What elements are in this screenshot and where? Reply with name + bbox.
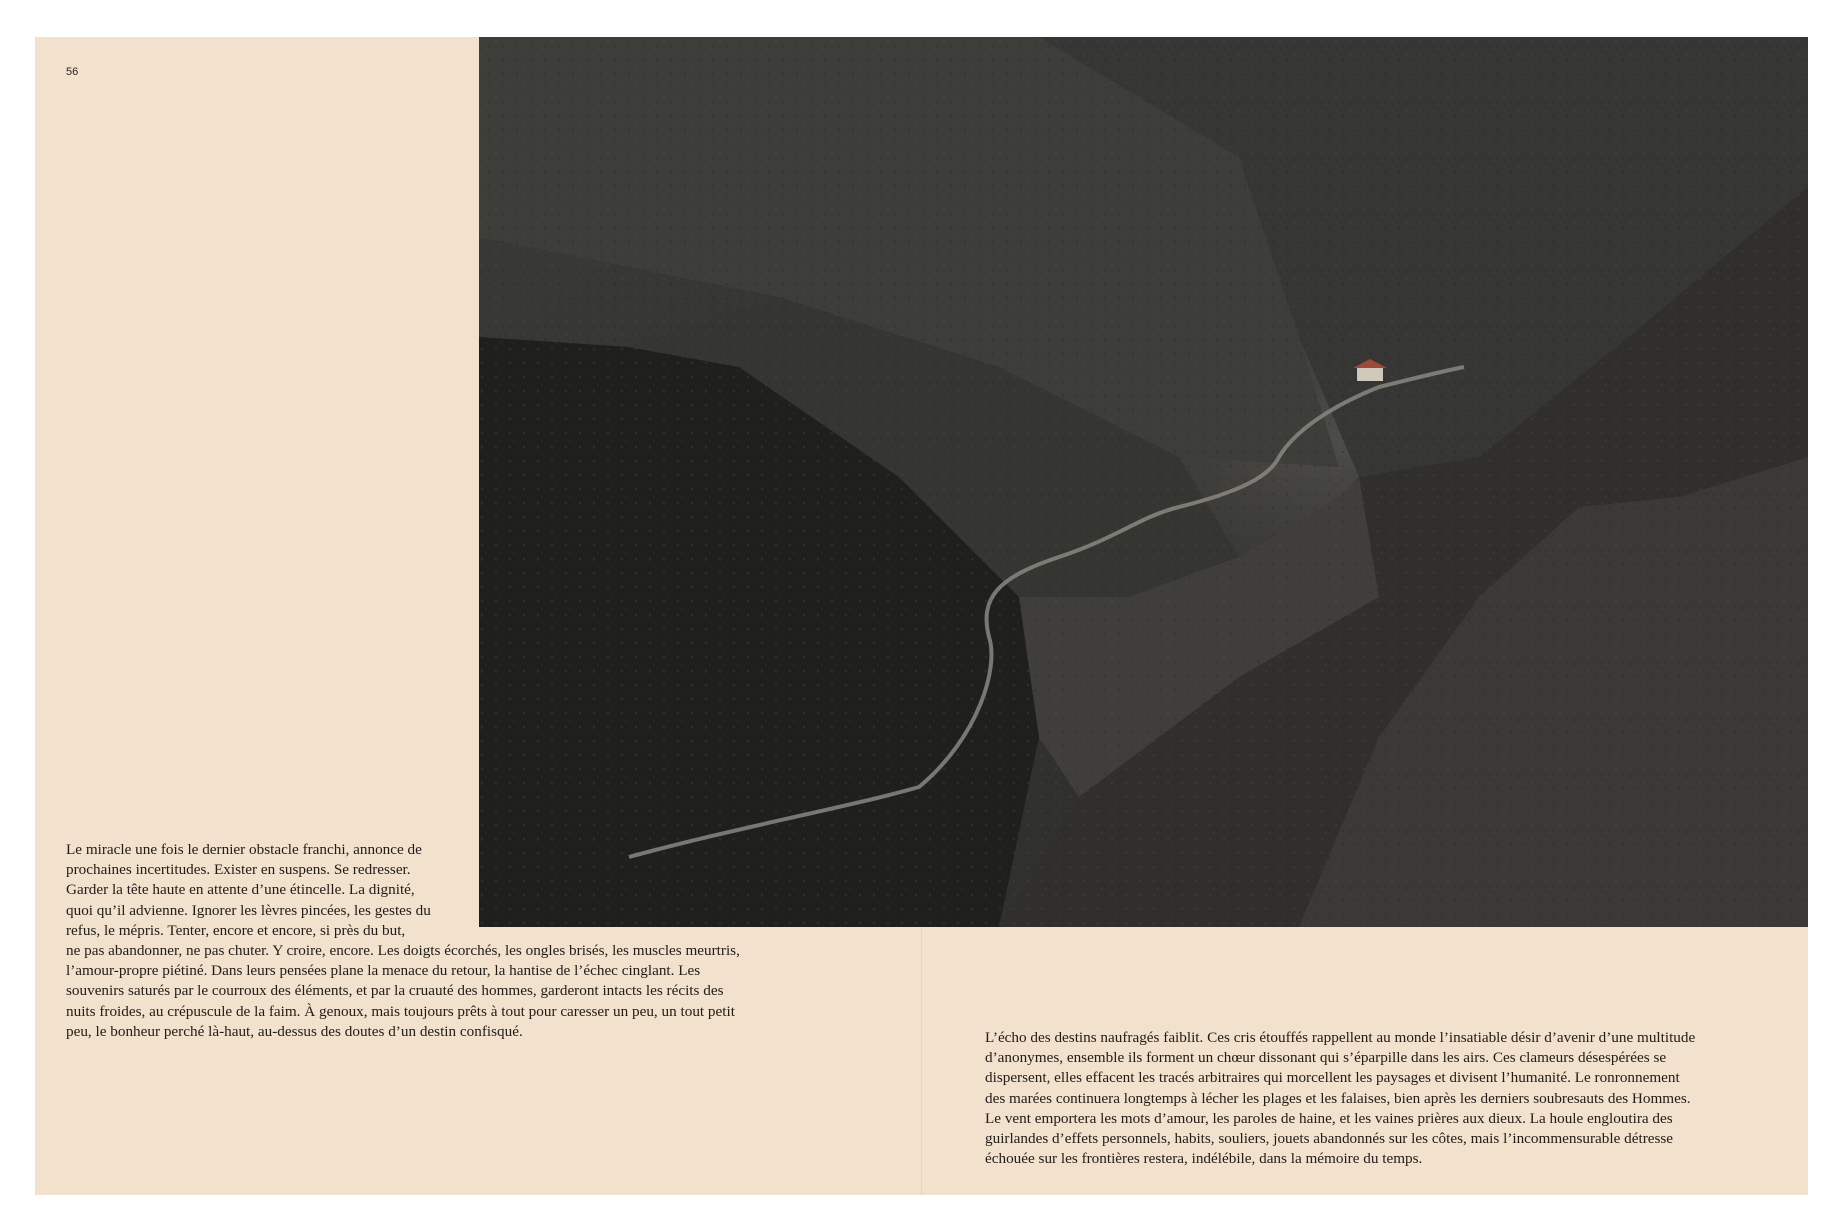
text-line: des marées continuera longtemps à lécher les plages et les falaises, bien après les derniers soubresauts des Hommes. <box>985 1089 1691 1107</box>
text-line: l’amour-propre piétiné. Dans leurs pensées plane la menace du retour, la hantise de l’échec cinglant. Les <box>66 962 701 980</box>
text-line: L’écho des destins naufragés faiblit. Ces cris étouffés rappellent au monde l’insatiable désir d’avenir d’une multitude <box>985 1029 1696 1046</box>
text-line: dispersent, elles effacent les tracés arbitraires qui morcellent les paysages et divisent l’humanité. Le ronronnement <box>985 1069 1680 1087</box>
book-spread <box>35 37 1808 1195</box>
mountain-valley-photo <box>479 37 1808 927</box>
text-line: Le miracle une fois le dernier obstacle franchi, annonce de <box>66 841 422 858</box>
text-line: refus, le mépris. Tenter, encore et encore, si près du but, <box>66 921 406 939</box>
text-line: peu, le bonheur perché là-haut, au-dessus des doutes d’un destin confisqué. <box>66 1022 523 1040</box>
text-line: guirlandes d’effets personnels, habits, souliers, jouets abandonnés sur les côtes, mais l’incommensurable détresse <box>985 1130 1674 1148</box>
text-line: Le vent emportera les mots d’amour, les paroles de haine, et les vaines prières aux dieux. La houle engloutira des <box>985 1109 1673 1127</box>
text-line: échouée sur les frontières restera, indélébile, dans la mémoire du temps. <box>985 1150 1423 1168</box>
text-line: souvenirs saturés par le courroux des éléments, et par la cruauté des hommes, garderont intacts les récits des <box>66 982 724 1000</box>
text-line: d’anonymes, ensemble ils forment un chœur dissonant qui s’éparpille dans les airs. Ces clameurs désespérées se <box>985 1049 1667 1067</box>
text-line: quoi qu’il advienne. Ignorer les lèvres pincées, les gestes du <box>66 901 431 919</box>
text-line: ne pas abandonner, ne pas chuter. Y croire, encore. Les doigts écorchés, les ongles brisés, les muscles meurtris, <box>66 942 740 960</box>
left-body-text <box>66 840 826 1042</box>
text-line: Garder la tête haute en attente d’une étincelle. La dignité, <box>66 881 415 899</box>
right-body-text <box>985 1028 1785 1169</box>
text-line: nuits froides, au crépuscule de la faim. À genoux, mais toujours prêts à tout pour caresser un peu, un tout petit <box>66 1002 735 1020</box>
text-line: prochaines incertitudes. Exister en suspens. Se redresser. <box>66 861 411 879</box>
page-number: 56 <box>66 66 79 78</box>
mountain-valley-road-icon <box>479 37 1808 927</box>
